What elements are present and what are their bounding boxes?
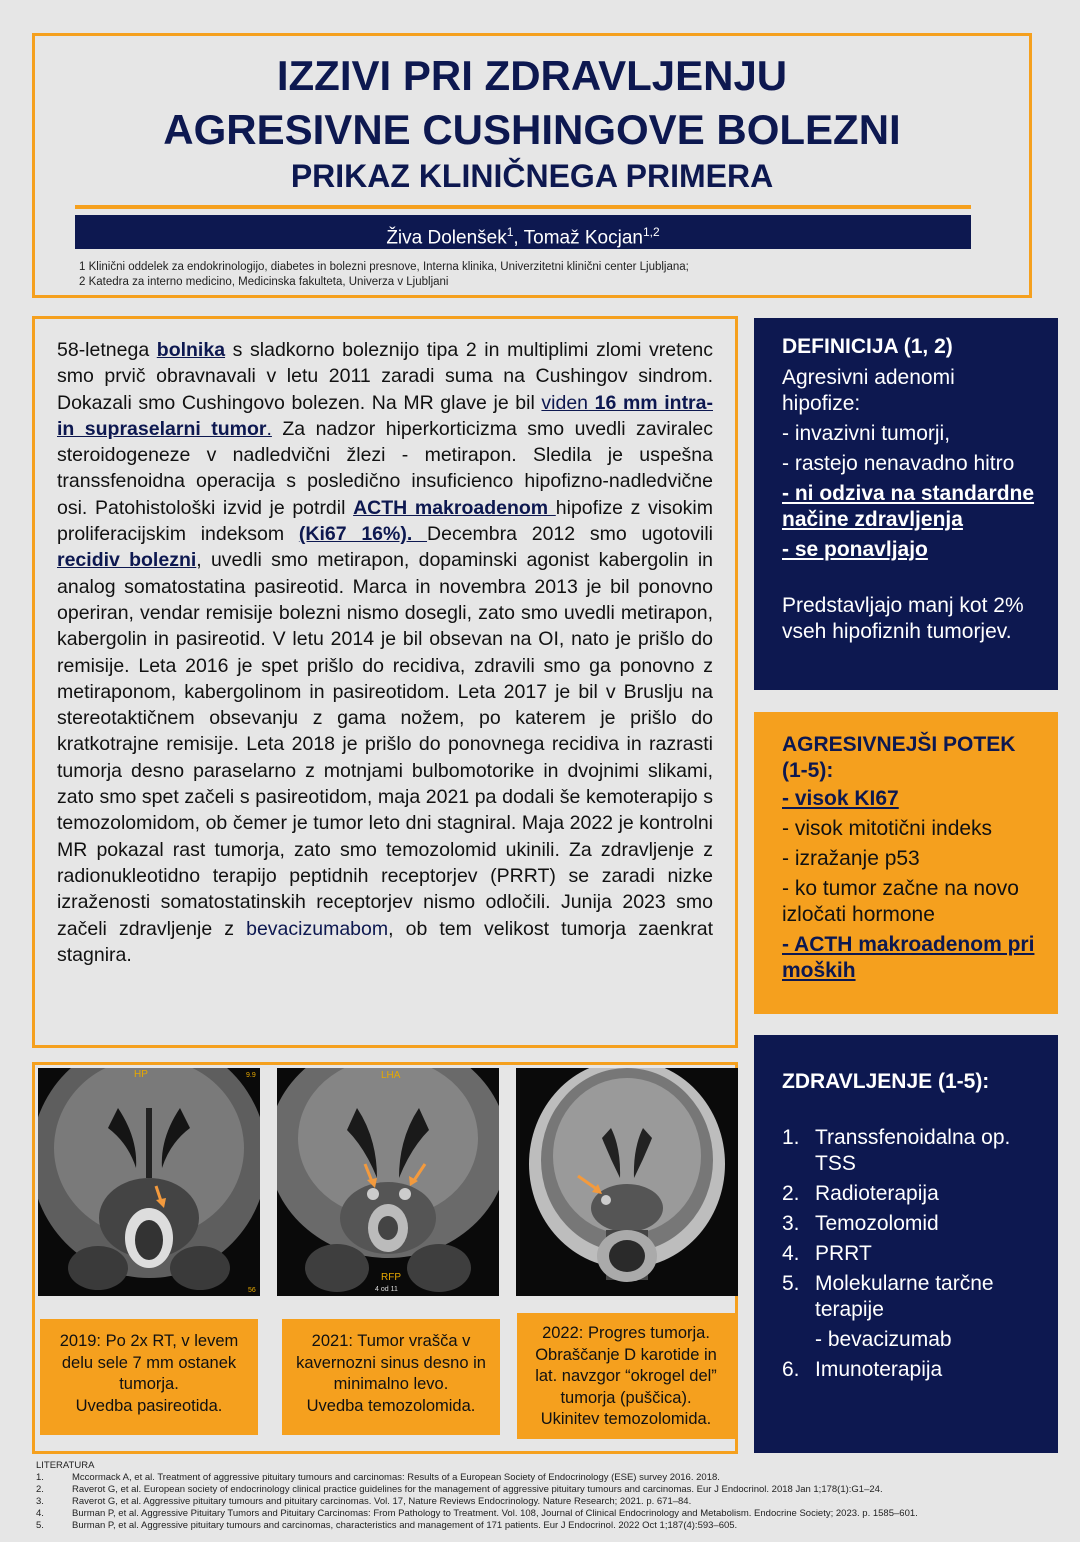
treatment-number: 3. — [782, 1212, 800, 1235]
caption-line: Uvedba temozolomida. — [306, 1396, 476, 1415]
subtitle: PRIKAZ KLINIČNEGA PRIMERA — [290, 158, 774, 194]
treatment-number: 6. — [782, 1358, 800, 1381]
mri-2022-graphic — [516, 1068, 738, 1296]
aggressive-item: - ko tumor začne na novo izločati hormone — [782, 877, 1019, 926]
treatment-number — [782, 1327, 815, 1353]
caption-line: Uvedba pasireotida. — [75, 1396, 223, 1415]
title-block — [32, 33, 1032, 298]
treatment-panel — [754, 1035, 1058, 1453]
reference-number: 1. — [36, 1472, 44, 1483]
mri-label-lha: LHA — [381, 1070, 401, 1081]
definition-item: - rastejo nenavadno hitro — [782, 452, 1015, 475]
treatment-title: ZDRAVLJENJE (1-5): — [782, 1070, 990, 1093]
definition-title: DEFINICIJA (1, 2) — [782, 335, 953, 358]
references-title: LITERATURA — [36, 1460, 95, 1471]
case-report-text — [57, 337, 713, 968]
treatment-text: Molekularne tarčne terapije — [815, 1272, 994, 1321]
treatment-item — [782, 1241, 1038, 1267]
mri-images-box — [32, 1062, 738, 1454]
caption-line: 2019: Po 2x RT, v levem — [59, 1332, 239, 1350]
case-text-part: Decembra 2012 smo ugotovili — [427, 523, 713, 546]
authors-bar — [75, 215, 971, 249]
case-text-part: 58-letnega — [57, 339, 157, 361]
title-line-1: IZZIVI PRI ZDRAVLJENJU — [276, 52, 788, 99]
treatment-number: 5. — [782, 1272, 800, 1295]
references — [36, 1460, 1046, 1532]
aggressive-item: - visok mitotični indeks — [782, 817, 993, 840]
reference-number: 3. — [36, 1496, 44, 1507]
keyword-acth-makroadenom: ACTH makroadenom — [353, 496, 556, 519]
mri-image-2019 — [38, 1068, 260, 1296]
reference-text: Burman P, et al. Aggressive pituitary tumours and carcinomas, characteristics and management of 171 patients. Eur J Endocrinol. 2022 Oct 1;187(4):593–605. — [72, 1520, 738, 1531]
case-text-part: , uvedli smo metirapon, dopaminski agonist kabergolin in analog somatostatina pasireotid. Marca in novembra 2013 je bil ponovno operiran, vendar remisije bolezni nismo dosegli, zato smo uvedli metirapon, kabergolin in pasireotid. V letu 2014 je bil obsevan na OI, nato je prišlo do remisije. Leta 2016 je spet prišlo do recidiva, zdravili smo ga ponovno z metiraponom, kabergolinom in pasireotidom. Leta 2017 je bil v Bruslju na stereotaktičnem obsevanju z gama nožem, po katerem je prišlo do kratkotrajne remisije. Leta 2018 je prišlo do ponovnega recidiva in razrasti tumorja desno paraselarno z motnjami bulbomotorike in dvojnimi slikami, zato smo spet začeli s pasireotidom, maja 2021 pa dodali še kemoterapijo s temozolomidom, ob čemer je tumor leto dni stagniral. Maja 2022 je kontrolni MR pokazal rast tumorja, zato smo temozolomid ukinili. Za zdravljenje z radionukleotidno terapijo peptidnih receptorjev (PRRT) se zaradi nizke izraženosti somatostatinskih receptorjev nismo odločili. Junija 2023 smo začeli zdravljenje z — [57, 549, 713, 940]
caption-line: kavernozni sinus desno in — [296, 1353, 486, 1372]
reference-number: 5. — [36, 1520, 44, 1531]
treatment-subitem — [782, 1327, 1038, 1353]
keyword-viden: viden — [541, 391, 589, 414]
treatment-text: Temozolomid — [815, 1212, 939, 1235]
author-separator: , — [513, 227, 524, 249]
keyword-period: . — [266, 417, 272, 440]
caption-line: Ukinitev temozolomida. — [540, 1410, 712, 1428]
treatment-item — [782, 1271, 1038, 1323]
author-1: Živa Dolenšek — [386, 227, 507, 249]
keyword-recidiv: recidiv bolezni — [57, 549, 197, 572]
keyword-tumor-size: 16 mm intra- in supraselarni tumor — [57, 391, 713, 440]
reference-item — [36, 1508, 1046, 1520]
case-text-part: , ob tem velikost tumorja zaenkrat stagnira. — [57, 917, 714, 966]
definition-item: - se ponavljajo — [782, 538, 928, 561]
mri-2021-graphic — [277, 1068, 499, 1296]
title-line-2: AGRESIVNE CUSHINGOVE BOLEZNI — [163, 106, 901, 153]
aggressive-course-panel — [754, 712, 1058, 1014]
mri-image-2021 — [277, 1068, 499, 1296]
mri-2019-graphic — [38, 1068, 260, 1296]
reference-item — [36, 1496, 1046, 1508]
caption-line: minimalno levo. — [333, 1375, 449, 1393]
case-text-part: hipofize z visokim proliferacijskim indeksom — [57, 496, 713, 546]
reference-text: Raverot G, et al. European society of endocrinology clinical practice guidelines for the management of aggressive pituitary tumours and carcinomas. Eur J Endocrinol. 2018 Jan 1;178(1):G1–24. — [72, 1484, 883, 1495]
treatment-number: 1. — [782, 1126, 800, 1149]
treatment-number: 4. — [782, 1242, 800, 1265]
reference-item — [36, 1520, 1046, 1532]
affiliation-1: 1 Klinični oddelek za endokrinologijo, diabetes in bolezni presnove, Interna klinika, Univerzitetni klinični center Ljubljana; — [79, 261, 689, 273]
caption-2021 — [282, 1319, 500, 1435]
treatment-list — [782, 1125, 1038, 1383]
case-report-box — [32, 316, 738, 1048]
keyword-bevacizumab: bevacizumabom — [246, 917, 389, 940]
treatment-number: 2. — [782, 1182, 800, 1205]
treatment-text: Transsfenoidalna op. TSS — [815, 1126, 1011, 1175]
mri-corner-label: 56 — [248, 1287, 256, 1294]
mri-label-hp: HP — [134, 1069, 148, 1080]
treatment-text: - bevacizumab — [815, 1328, 952, 1351]
author-2: Tomaž Kocjan — [523, 227, 643, 249]
caption-line: Obraščanje D karotide in — [535, 1345, 717, 1364]
aggressive-course-title: AGRESIVNEJŠI POTEK (1-5): — [782, 733, 1016, 782]
aggressive-item: - izražanje p53 — [782, 847, 920, 870]
treatment-text: Radioterapija — [815, 1182, 939, 1205]
definition-intro: Agresivni adenomi hipofize: — [782, 366, 955, 415]
caption-line: lat. navzgor “okrogel del” — [535, 1367, 717, 1385]
reference-text: Burman P, et al. Aggressive Pituitary Tumors and Pituitary Carcinomas: From Pathology to Treatment. Vol. 108, Journal of Clinical Endocrinology and Metabolism. Endocrine Society; 2023. p. 1585–601. — [72, 1508, 918, 1519]
case-text-part: s sladkorno boleznijo tipa 2 in multiplimi zlomi vretenc smo prvič obravnavali v letu 2011 zaradi suma na Cushingov sindrom. Dokazali smo Cushingovo bolezen. Na MR glave je bil — [57, 339, 714, 414]
reference-number: 2. — [36, 1484, 44, 1495]
reference-item — [36, 1484, 1046, 1496]
treatment-item — [782, 1125, 1038, 1177]
keyword-ki67: (Ki67 16%). — [298, 523, 428, 546]
mri-slice-label: 4 od 11 — [375, 1286, 398, 1293]
caption-line: tumorja. — [119, 1375, 179, 1393]
definition-note: Predstavljajo manj kot 2% vseh hipofiznih tumorjev. — [782, 594, 1024, 643]
author-2-affiliation: 1,2 — [642, 225, 660, 239]
mri-image-2022 — [516, 1068, 738, 1296]
caption-line: 2022: Progres tumorja. — [542, 1324, 710, 1342]
mri-corner-label: 9.9 — [246, 1072, 256, 1079]
affiliation-2: 2 Katedra za interno medicino, Medicinska fakulteta, Univerza v Ljubljani — [79, 276, 449, 288]
caption-line: 2021: Tumor vrašča v — [311, 1332, 471, 1350]
aggressive-item: - ACTH makroadenom pri moških — [782, 933, 1035, 982]
definition-item: - ni odziva na standardne načine zdravljenja — [782, 482, 1035, 531]
reference-item — [36, 1472, 1046, 1484]
reference-text: Raverot G, et al. Aggressive pituitary tumours and pituitary carcinomas. Vol. 17, Nature Reviews Endocrinology. Nature Research; 2021. p. 671–84. — [72, 1496, 692, 1507]
caption-line: delu sele 7 mm ostanek — [61, 1353, 237, 1372]
treatment-text: PRRT — [815, 1242, 872, 1265]
aggressive-item: - visok KI67 — [782, 787, 899, 810]
reference-text: Mccormack A, et al. Treatment of aggressive pituitary tumours and carcinomas: Results of a European Society of Endocrinology (ESE) survey 2016. 2018. — [72, 1472, 720, 1483]
mri-label-rfp: RFP — [381, 1272, 401, 1283]
caption-2022 — [517, 1313, 735, 1439]
title-divider — [75, 205, 971, 209]
author-1-affiliation: 1 — [506, 225, 514, 239]
reference-number: 4. — [36, 1508, 44, 1519]
caption-line: tumorja (puščica). — [560, 1388, 692, 1407]
definition-item: - invazivni tumorji, — [782, 422, 951, 445]
treatment-text: Imunoterapija — [815, 1358, 943, 1381]
keyword-bolnika: bolnika — [156, 339, 226, 361]
treatment-item — [782, 1181, 1038, 1207]
caption-2019 — [40, 1319, 258, 1435]
treatment-item — [782, 1357, 1038, 1383]
definition-panel — [754, 318, 1058, 690]
case-text-part: Za nadzor hiperkorticizma smo uvedli zaviralec steroidogeneze v nadledvični žlezi - metirapon. Sledila je uspešna transsfenoidna operacija s posledično insuficienco hipofizno-nadledvične osi. Patohistološki izvid je potrdil — [57, 417, 713, 519]
treatment-item — [782, 1211, 1038, 1237]
